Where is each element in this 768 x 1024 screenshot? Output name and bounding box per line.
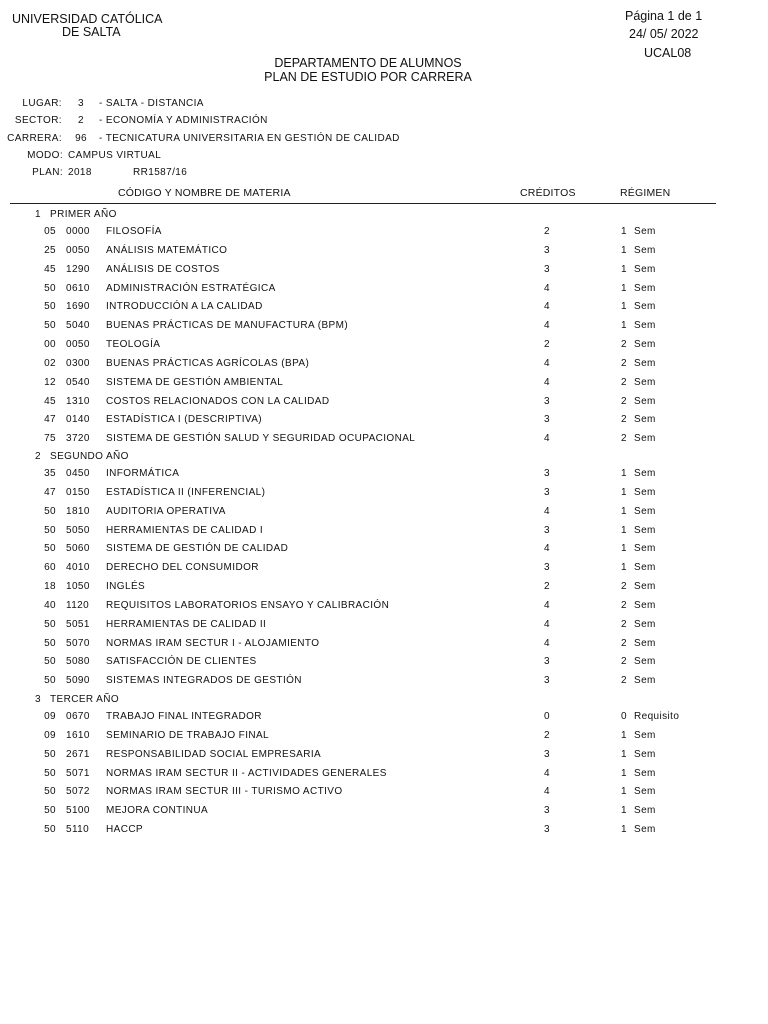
subject-section: 47: [44, 486, 56, 498]
subject-regime-number: 2: [621, 376, 627, 388]
subject-name: ADMINISTRACIÓN ESTRATÉGICA: [106, 282, 276, 294]
subject-code: 1120: [66, 599, 90, 611]
year-number: 2: [35, 451, 41, 462]
plan-label: PLAN:: [32, 167, 63, 178]
table-row: [0, 320, 768, 334]
modo-label: MODO:: [27, 150, 63, 161]
sector-name: - ECONOMÍA Y ADMINISTRACIÓN: [99, 115, 268, 126]
subject-name: HERRAMIENTAS DE CALIDAD II: [106, 618, 267, 630]
subject-regime-type: Sem: [634, 748, 656, 760]
subject-section: 50: [44, 637, 56, 649]
subject-credits: 4: [544, 599, 550, 611]
subject-section: 50: [44, 824, 56, 835]
subject-code: 0050: [66, 244, 90, 256]
subject-code: 5060: [66, 543, 90, 555]
subject-regime-number: 1: [621, 748, 627, 760]
report-title: PLAN DE ESTUDIO POR CARRERA: [264, 70, 472, 84]
subject-name: MEJORA CONTINUA: [106, 805, 209, 817]
subject-credits: 3: [544, 675, 550, 687]
subject-credits: 2: [544, 581, 550, 592]
subject-name: NORMAS IRAM SECTUR II - ACTIVIDADES GENERALES: [106, 767, 387, 779]
subject-credits: 3: [544, 486, 550, 498]
subject-code: 5070: [66, 637, 90, 649]
carrera-name: - TECNICATURA UNIVERSITARIA EN GESTIÓN DE CALIDAD: [99, 133, 400, 144]
subject-regime-type: Sem: [634, 376, 656, 388]
subject-section: 35: [44, 468, 56, 479]
subject-regime-number: 1: [621, 226, 627, 237]
subject-credits: 2: [544, 339, 550, 350]
subject-credits: 0: [544, 711, 550, 722]
subject-credits: 3: [544, 562, 550, 574]
subject-section: 50: [44, 505, 56, 517]
subject-credits: 2: [544, 729, 550, 741]
table-row: [0, 656, 768, 670]
subject-section: 09: [44, 711, 56, 722]
subject-regime-type: Sem: [634, 581, 656, 592]
subject-name: SEMINARIO DE TRABAJO FINAL: [106, 729, 270, 741]
page-number: Página 1 de 1: [625, 9, 703, 23]
department-title: DEPARTAMENTO DE ALUMNOS: [274, 56, 462, 70]
subject-regime-type: Sem: [634, 562, 656, 574]
subject-regime-number: 1: [621, 543, 627, 555]
table-row: [0, 562, 768, 576]
subject-regime-type: Sem: [634, 395, 656, 407]
subject-regime-type: Requisito: [634, 711, 680, 722]
subject-name: INFORMÁTICA: [106, 468, 180, 479]
subject-regime-number: 1: [621, 524, 627, 536]
year-header: [0, 209, 768, 223]
table-row: [0, 805, 768, 819]
subject-code: 5050: [66, 524, 90, 536]
subject-credits: 3: [544, 656, 550, 668]
subject-regime-type: Sem: [634, 805, 656, 817]
subject-credits: 3: [544, 805, 550, 817]
subject-name: AUDITORIA OPERATIVA: [106, 505, 226, 517]
subject-regime-type: Sem: [634, 244, 656, 256]
subject-credits: 3: [544, 263, 550, 275]
subject-credits: 4: [544, 543, 550, 555]
subject-section: 50: [44, 524, 56, 536]
subject-code: 0300: [66, 357, 90, 369]
column-header-regime: RÉGIMEN: [620, 187, 671, 199]
subject-regime-number: 1: [621, 486, 627, 498]
subject-credits: 4: [544, 301, 550, 313]
subject-name: RESPONSABILIDAD SOCIAL EMPRESARIA: [106, 748, 322, 760]
subject-name: ESTADÍSTICA II (INFERENCIAL): [106, 486, 266, 498]
subject-regime-type: Sem: [634, 729, 656, 741]
subject-regime-number: 1: [621, 320, 627, 332]
subject-code: 2671: [66, 748, 90, 760]
subject-regime-number: 1: [621, 282, 627, 294]
subject-section: 02: [44, 357, 56, 369]
subject-name: SISTEMA DE GESTIÓN AMBIENTAL: [106, 376, 284, 388]
plan-resolution: RR1587/16: [133, 167, 188, 178]
subject-section: 50: [44, 748, 56, 760]
subject-section: 18: [44, 581, 56, 592]
year-label: SEGUNDO AÑO: [50, 451, 129, 462]
university-name-line1: UNIVERSIDAD CATÓLICA: [12, 12, 163, 26]
subject-name: HERRAMIENTAS DE CALIDAD I: [106, 524, 264, 536]
subject-regime-type: Sem: [634, 786, 656, 798]
subject-credits: 4: [544, 357, 550, 369]
subject-regime-number: 1: [621, 562, 627, 574]
table-row: [0, 525, 768, 539]
table-row: [0, 226, 768, 240]
subject-name: REQUISITOS LABORATORIOS ENSAYO Y CALIBRACIÓN: [106, 599, 390, 611]
table-row: [0, 506, 768, 520]
subject-regime-number: 1: [621, 244, 627, 256]
sector-label: SECTOR:: [14, 115, 62, 126]
subject-name: SISTEMA DE GESTIÓN SALUD Y SEGURIDAD OCUPACIONAL: [106, 433, 416, 445]
table-row: [0, 396, 768, 410]
table-row: [0, 468, 768, 482]
subject-name: ANÁLISIS DE COSTOS: [106, 263, 220, 275]
table-row: [0, 433, 768, 447]
subject-section: 50: [44, 767, 56, 779]
sector-code: 2: [78, 115, 84, 126]
subject-regime-type: Sem: [634, 675, 656, 687]
subject-regime-number: 1: [621, 505, 627, 517]
subject-name: SISTEMA DE GESTIÓN DE CALIDAD: [106, 543, 289, 555]
table-row: [0, 638, 768, 652]
subject-code: 5072: [66, 786, 90, 798]
subject-code: 1290: [66, 263, 90, 275]
table-row: [0, 675, 768, 689]
subject-code: 0150: [66, 486, 90, 498]
subject-regime-number: 1: [621, 824, 627, 835]
table-row: [0, 730, 768, 744]
subject-code: 5071: [66, 767, 90, 779]
subject-name: TRABAJO FINAL INTEGRADOR: [106, 711, 262, 722]
subject-regime-type: Sem: [634, 505, 656, 517]
subject-regime-number: 1: [621, 729, 627, 741]
subject-code: 0540: [66, 376, 90, 388]
table-row: [0, 543, 768, 557]
table-row: [0, 749, 768, 763]
subject-code: 1050: [66, 581, 90, 592]
subject-section: 05: [44, 226, 56, 237]
subject-section: 50: [44, 301, 56, 313]
table-row: [0, 711, 768, 725]
subject-section: 50: [44, 786, 56, 798]
subject-regime-type: Sem: [634, 226, 656, 237]
subject-code: 5040: [66, 320, 90, 332]
subject-code: 0140: [66, 414, 90, 426]
subject-section: 50: [44, 675, 56, 687]
year-header: [0, 451, 768, 465]
subject-code: 1690: [66, 301, 90, 313]
table-row: [0, 600, 768, 614]
subject-name: SATISFACCIÓN DE CLIENTES: [106, 656, 257, 668]
subject-regime-type: Sem: [634, 339, 656, 350]
subject-name: INGLÉS: [106, 581, 146, 592]
subject-section: 50: [44, 282, 56, 294]
subject-section: 45: [44, 263, 56, 275]
subject-regime-number: 1: [621, 263, 627, 275]
table-row: [0, 824, 768, 838]
subject-regime-number: 2: [621, 395, 627, 407]
subject-regime-type: Sem: [634, 357, 656, 369]
subject-credits: 4: [544, 505, 550, 517]
subject-credits: 4: [544, 786, 550, 798]
subject-regime-number: 2: [621, 433, 627, 445]
subject-credits: 4: [544, 433, 550, 445]
subject-code: 0670: [66, 711, 90, 722]
subject-section: 00: [44, 339, 56, 350]
subject-section: 50: [44, 618, 56, 630]
subject-regime-type: Sem: [634, 320, 656, 332]
subject-regime-number: 2: [621, 357, 627, 369]
table-row: [0, 339, 768, 353]
lugar-code: 3: [78, 98, 84, 109]
subject-regime-number: 2: [621, 581, 627, 592]
subject-regime-type: Sem: [634, 618, 656, 630]
table-row: [0, 301, 768, 315]
year-header: [0, 694, 768, 708]
subject-regime-type: Sem: [634, 301, 656, 313]
subject-section: 40: [44, 599, 56, 611]
subject-regime-number: 2: [621, 414, 627, 426]
subject-code: 4010: [66, 562, 90, 574]
year-label: PRIMER AÑO: [50, 209, 117, 220]
subject-section: 75: [44, 433, 56, 445]
subject-regime-number: 0: [621, 711, 627, 722]
subject-regime-number: 1: [621, 468, 627, 479]
subject-regime-type: Sem: [634, 599, 656, 611]
subject-section: 45: [44, 395, 56, 407]
subject-section: 50: [44, 320, 56, 332]
subject-credits: 4: [544, 767, 550, 779]
subject-regime-number: 2: [621, 656, 627, 668]
subject-code: 5080: [66, 656, 90, 668]
column-header-subject: CÓDIGO Y NOMBRE DE MATERIA: [118, 187, 291, 199]
subject-name: COSTOS RELACIONADOS CON LA CALIDAD: [106, 395, 330, 407]
subject-code: 1310: [66, 395, 90, 407]
subject-credits: 3: [544, 524, 550, 536]
table-row: [0, 358, 768, 372]
table-row: [0, 581, 768, 595]
subject-regime-number: 1: [621, 786, 627, 798]
subject-regime-number: 2: [621, 675, 627, 687]
subject-name: ANÁLISIS MATEMÁTICO: [106, 244, 228, 256]
subject-credits: 4: [544, 618, 550, 630]
subject-section: 50: [44, 805, 56, 817]
subject-section: 50: [44, 543, 56, 555]
column-header-credits: CRÉDITOS: [520, 187, 576, 199]
subject-regime-number: 2: [621, 618, 627, 630]
subject-regime-type: Sem: [634, 433, 656, 445]
report-code: UCAL08: [644, 46, 692, 60]
subject-section: 25: [44, 244, 56, 256]
lugar-name: - SALTA - DISTANCIA: [99, 98, 204, 109]
subject-regime-type: Sem: [634, 263, 656, 275]
subject-credits: 4: [544, 320, 550, 332]
subject-code: 1810: [66, 505, 90, 517]
subject-code: 5051: [66, 618, 90, 630]
year-label: TERCER AÑO: [50, 694, 120, 705]
subject-name: ESTADÍSTICA I (DESCRIPTIVA): [106, 414, 263, 426]
subject-name: HACCP: [106, 824, 144, 835]
subject-code: 0000: [66, 226, 90, 237]
subject-regime-number: 2: [621, 637, 627, 649]
subject-regime-number: 1: [621, 767, 627, 779]
table-row: [0, 264, 768, 278]
subject-code: 0450: [66, 468, 90, 479]
table-row: [0, 487, 768, 501]
subject-regime-type: Sem: [634, 656, 656, 668]
subject-code: 5110: [66, 824, 90, 835]
subject-code: 1610: [66, 729, 90, 741]
carrera-label: CARRERA:: [7, 133, 62, 144]
subject-regime-type: Sem: [634, 824, 656, 835]
subject-name: TEOLOGÍA: [106, 339, 161, 350]
subject-name: NORMAS IRAM SECTUR I - ALOJAMIENTO: [106, 637, 320, 649]
subject-name: BUENAS PRÁCTICAS DE MANUFACTURA (BPM): [106, 320, 349, 332]
subject-regime-number: 2: [621, 599, 627, 611]
subject-code: 0610: [66, 282, 90, 294]
subject-name: INTRODUCCIÓN A LA CALIDAD: [106, 301, 263, 313]
subject-credits: 3: [544, 395, 550, 407]
subject-section: 60: [44, 562, 56, 574]
subject-regime-type: Sem: [634, 637, 656, 649]
subject-section: 09: [44, 729, 56, 741]
year-number: 1: [35, 209, 41, 220]
subject-code: 5100: [66, 805, 90, 817]
subject-credits: 4: [544, 637, 550, 649]
subject-name: FILOSOFÍA: [106, 226, 162, 237]
table-row: [0, 768, 768, 782]
subject-regime-number: 2: [621, 339, 627, 350]
table-row: [0, 414, 768, 428]
subject-section: 12: [44, 376, 56, 388]
subject-credits: 3: [544, 244, 550, 256]
subject-regime-type: Sem: [634, 524, 656, 536]
subject-code: 0050: [66, 339, 90, 350]
subject-regime-number: 1: [621, 805, 627, 817]
subject-regime-type: Sem: [634, 282, 656, 294]
subject-credits: 3: [544, 748, 550, 760]
subject-regime-type: Sem: [634, 468, 656, 479]
subject-credits: 4: [544, 282, 550, 294]
subject-credits: 2: [544, 226, 550, 237]
subject-name: DERECHO DEL CONSUMIDOR: [106, 562, 259, 574]
carrera-code: 96: [75, 133, 87, 144]
subject-section: 47: [44, 414, 56, 426]
subject-code: 3720: [66, 433, 90, 445]
subject-regime-type: Sem: [634, 543, 656, 555]
subject-regime-type: Sem: [634, 767, 656, 779]
lugar-label: LUGAR:: [22, 98, 62, 109]
subject-credits: 3: [544, 824, 550, 835]
subject-credits: 4: [544, 376, 550, 388]
subject-name: NORMAS IRAM SECTUR III - TURISMO ACTIVO: [106, 786, 343, 798]
table-row: [0, 283, 768, 297]
year-number: 3: [35, 694, 41, 705]
subject-regime-number: 1: [621, 301, 627, 313]
subject-credits: 3: [544, 414, 550, 426]
subject-regime-type: Sem: [634, 414, 656, 426]
table-row: [0, 786, 768, 800]
modo-value: CAMPUS VIRTUAL: [68, 150, 162, 161]
table-row: [0, 377, 768, 391]
report-date: 24/ 05/ 2022: [629, 27, 699, 41]
subject-name: SISTEMAS INTEGRADOS DE GESTIÓN: [106, 675, 302, 687]
subject-name: BUENAS PRÁCTICAS AGRÍCOLAS (BPA): [106, 357, 310, 369]
table-row: [0, 619, 768, 633]
plan-year: 2018: [68, 167, 92, 178]
subject-credits: 3: [544, 468, 550, 479]
subject-section: 50: [44, 656, 56, 668]
table-row: [0, 245, 768, 259]
subject-code: 5090: [66, 675, 90, 687]
university-name-line2: DE SALTA: [62, 25, 121, 39]
subject-regime-type: Sem: [634, 486, 656, 498]
